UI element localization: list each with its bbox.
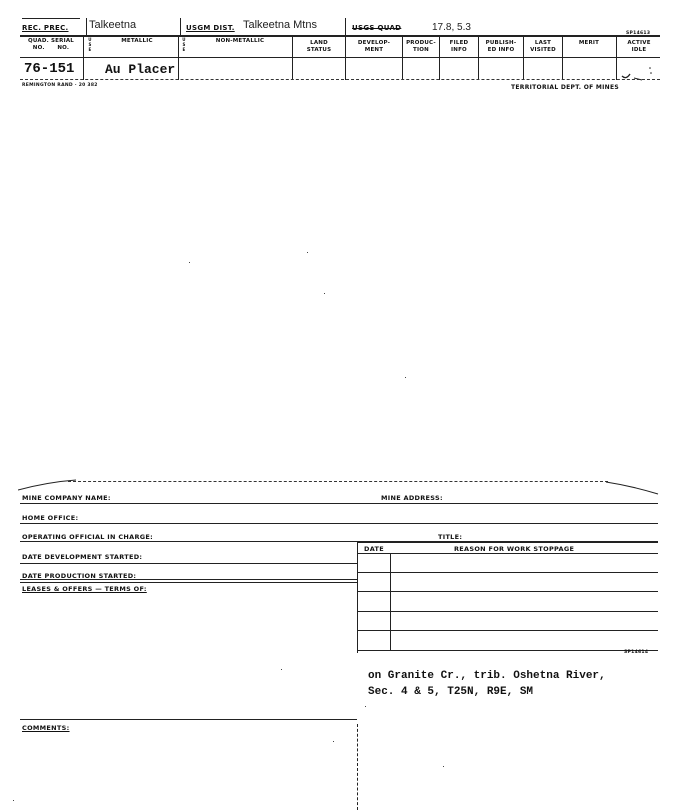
top-divider-1: [86, 18, 87, 36]
col-last-visited: LAST VISITED: [530, 40, 556, 53]
location-line-1: on Granite Cr., trib. Oshetna River,: [368, 670, 606, 682]
mine-company-name-label: MINE COMPANY NAME:: [22, 494, 111, 502]
stoppage-date-header: DATE: [364, 545, 384, 553]
top-divider-3: [345, 18, 346, 36]
scan-speck: [405, 377, 406, 378]
stoppage-date-divider: [390, 553, 391, 651]
col-divider: [292, 36, 293, 80]
usgm-dist-label: USGM DIST.: [186, 24, 235, 32]
stoppage-left-border: [357, 541, 358, 653]
header-top-rule: [20, 35, 660, 37]
scan-speck: [13, 800, 14, 801]
rule-home-office: [20, 523, 658, 524]
col-filed-info: FILED INFO: [449, 40, 469, 53]
top-divider-2: [180, 18, 181, 36]
scan-speck: [443, 766, 444, 767]
form-code-top: SP14613: [626, 31, 651, 36]
stoppage-reason-header: REASON FOR WORK STOPPAGE: [454, 545, 575, 553]
col-divider: [616, 36, 617, 80]
rule-prod-started-double: [20, 582, 357, 583]
col-use-metallic: U S E: [88, 37, 92, 52]
rec-prec-label: REC. PREC.: [22, 24, 69, 32]
stoppage-table-top: [357, 541, 658, 543]
stoppage-row-rule: [357, 650, 658, 651]
col-non-metallic: NON-METALLIC: [215, 38, 265, 44]
leases-offers-label: LEASES & OFFERS — TERMS OF:: [22, 585, 147, 593]
rule-dev-started: [20, 563, 357, 564]
form-top-curve: [18, 478, 78, 492]
usgs-quad-value: 17.8, 5.3: [432, 22, 471, 33]
row-dashed-rule: [20, 79, 660, 80]
col-divider: [402, 36, 403, 80]
quad-serial-value: 76-151: [24, 61, 75, 77]
title-label: TITLE:: [438, 533, 463, 541]
operating-official-label: OPERATING OFFICIAL IN CHARGE:: [22, 533, 154, 541]
form-top-dashed-edge: [68, 481, 608, 482]
metallic-value: Au Placer: [105, 62, 176, 77]
rule-company: [20, 503, 658, 504]
col-published-info: PUBLISH- ED INFO: [485, 40, 517, 53]
stoppage-row-rule: [357, 572, 658, 573]
scan-speck: [189, 262, 190, 263]
col-divider: [523, 36, 524, 80]
date-development-started-label: DATE DEVELOPMENT STARTED:: [22, 553, 143, 561]
comments-label: COMMENTS:: [22, 724, 70, 732]
scan-speck: [365, 706, 366, 707]
scan-speck: [307, 252, 308, 253]
top-edge: [22, 18, 80, 19]
active-idle-mark-icon: [620, 64, 660, 84]
stoppage-row-rule: [357, 630, 658, 631]
col-divider: [83, 36, 84, 80]
stoppage-row-rule: [357, 611, 658, 612]
stoppage-row-rule: [357, 591, 658, 592]
col-land-status: LAND STATUS: [306, 40, 332, 53]
scan-speck: [324, 293, 325, 294]
col-divider: [439, 36, 440, 80]
col-active-idle: ACTIVE IDLE: [627, 40, 651, 53]
comments-divider: [357, 724, 358, 810]
stoppage-header-rule: [357, 553, 658, 554]
date-production-started-label: DATE PRODUCTION STARTED:: [22, 572, 137, 580]
home-office-label: HOME OFFICE:: [22, 514, 79, 522]
col-divider: [178, 36, 179, 80]
territorial-note: TERRITORIAL DEPT. OF MINES: [511, 84, 620, 91]
location-line-2: Sec. 4 & 5, T25N, R9E, SM: [368, 686, 534, 698]
header-bottom-rule: [20, 57, 660, 58]
col-merit: MERIT: [578, 40, 600, 46]
col-development: DEVELOP- MENT: [357, 40, 391, 53]
col-divider: [562, 36, 563, 80]
rule-comments-top: [20, 719, 357, 720]
rec-prec-value: Talkeetna: [89, 19, 137, 31]
form-code-bottom: SP14614: [624, 650, 649, 655]
col-divider: [478, 36, 479, 80]
col-divider: [345, 36, 346, 80]
usgs-quad-label: USGS QUAD: [352, 24, 402, 32]
scan-speck: [281, 669, 282, 670]
rule-prod-started: [20, 579, 357, 580]
scan-speck: [333, 741, 334, 742]
mine-address-label: MINE ADDRESS:: [381, 494, 443, 502]
form-top-curve-right: [604, 478, 660, 496]
col-use-nonmetallic: U S E: [182, 37, 186, 52]
remington-note: REMINGTON RAND · 20 382: [22, 83, 98, 88]
usgm-dist-value: Talkeetna Mtns: [243, 19, 317, 31]
col-metallic: METALLIC: [121, 38, 153, 44]
col-production: PRODUC- TION: [406, 40, 436, 53]
col-quad-serial: QUAD. SERIAL NO. NO.: [28, 38, 74, 51]
